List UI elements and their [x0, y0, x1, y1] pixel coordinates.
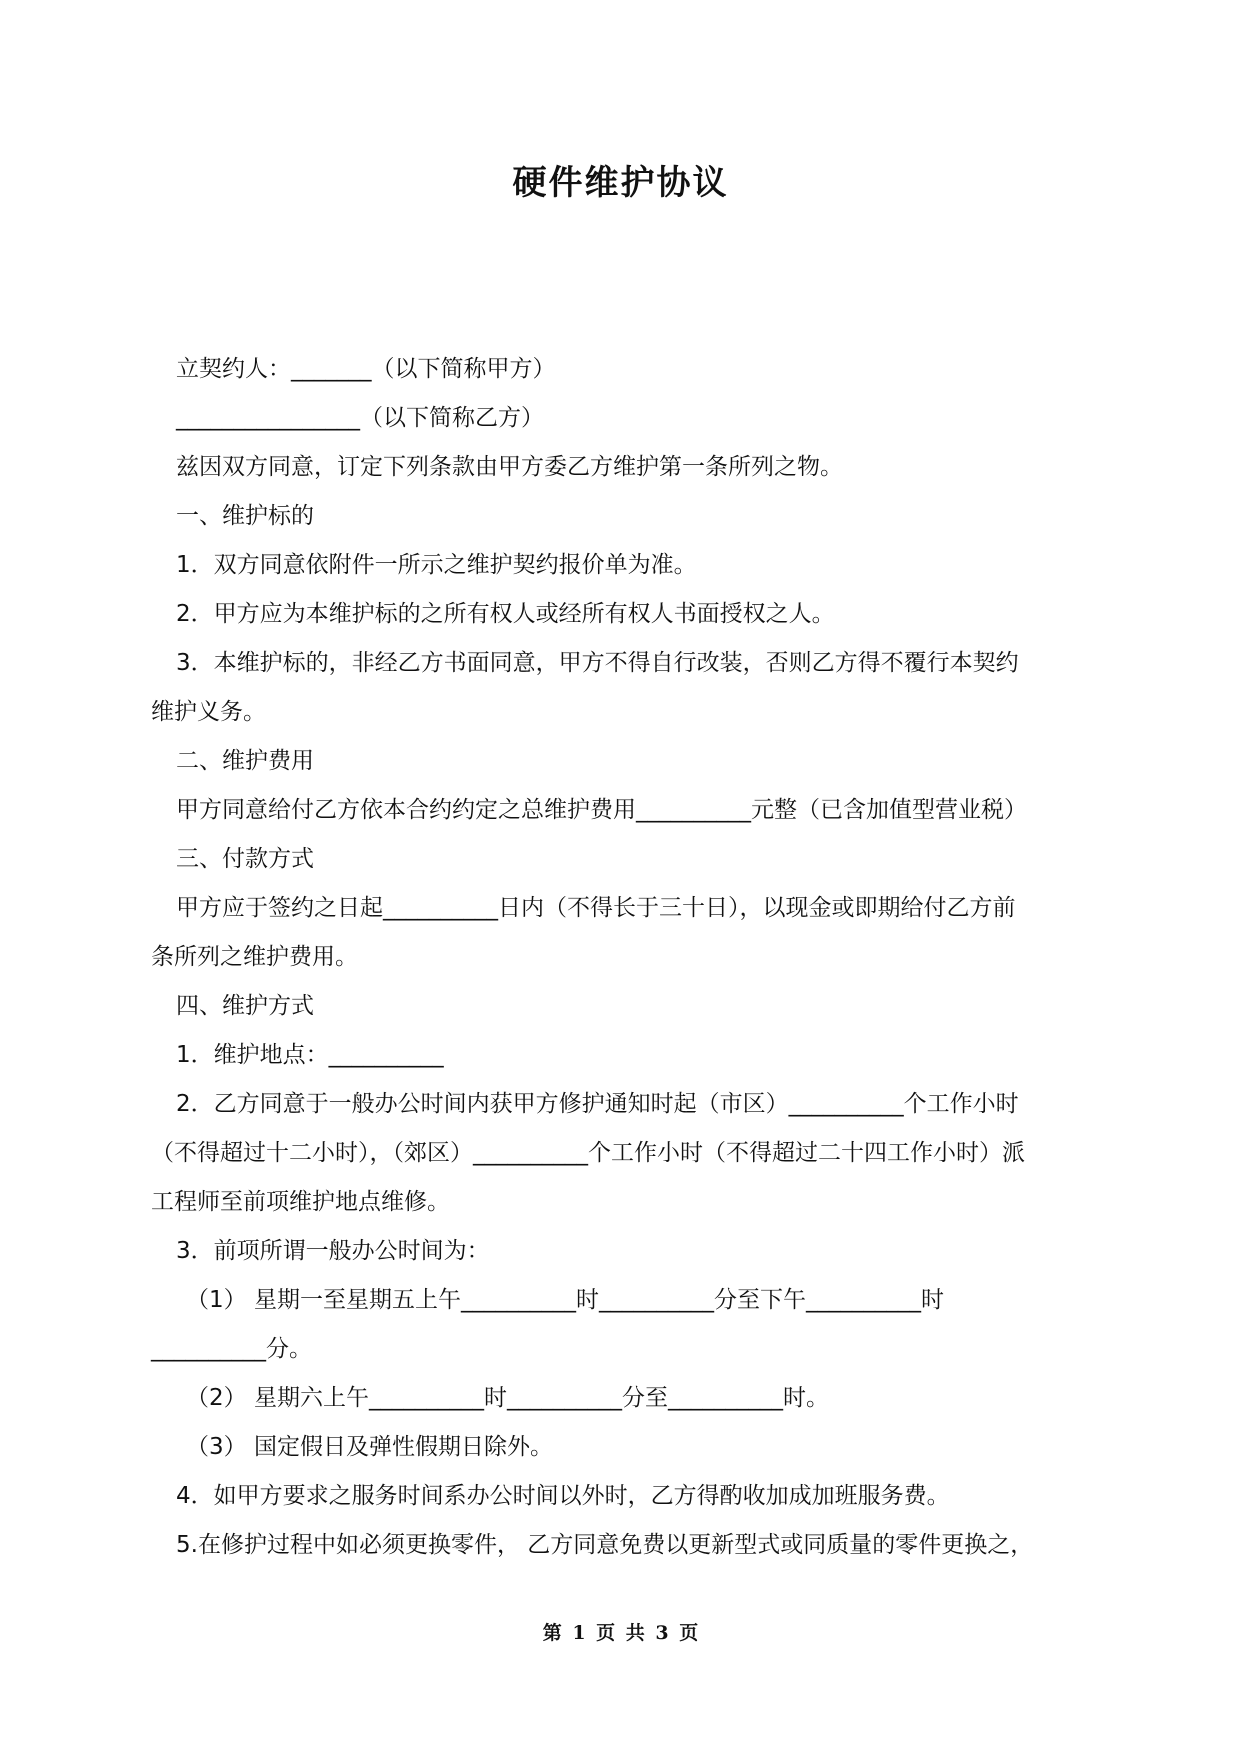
clause-line: 工程师至前项维护地点维修。 — [151, 1189, 450, 1215]
clause-line: 2．乙方同意于一般办公时间内获甲方修护通知时起（市区）__________个工作小时 — [176, 1091, 1019, 1117]
section-heading: 四、维护方式 — [176, 993, 314, 1019]
party-a-line: 立契约人：_______（以下简称甲方） — [176, 356, 556, 382]
document-title: 硬件维护协议 — [512, 163, 729, 203]
preamble: 兹因双方同意，订定下列条款由甲方委乙方维护第一条所列之物。 — [176, 454, 843, 480]
clause-line: 2．甲方应为本维护标的之所有权人或经所有权人书面授权之人。 — [176, 601, 835, 627]
clause-line: 3．本维护标的，非经乙方书面同意，甲方不得自行改装，否则乙方得不覆行本契约 — [176, 650, 1019, 676]
party-b-line: ________________（以下简称乙方） — [176, 405, 544, 431]
clause-line: 3．前项所谓一般办公时间为： — [176, 1238, 490, 1264]
sub-clause-line: （2） 星期六上午__________时__________分至__________时。 — [186, 1385, 829, 1411]
clause-line: 甲方同意给付乙方依本合约约定之总维护费用__________元整（已含加值型营业税） — [176, 797, 1027, 823]
clause-line: 维护义务。 — [151, 699, 266, 725]
document-body — [151, 345, 1101, 1570]
sub-clause-line: （1） 星期一至星期五上午__________时__________分至下午__________时 — [186, 1287, 944, 1313]
sub-clause-line: __________分。 — [151, 1336, 312, 1362]
clause-line: 4．如甲方要求之服务时间系办公时间以外时，乙方得酌收加成加班服务费。 — [176, 1483, 950, 1509]
section-heading: 三、付款方式 — [176, 846, 314, 872]
clause-line: 甲方应于签约之日起__________日内（不得长于三十日），以现金或即期给付乙方前 — [176, 895, 1016, 921]
clause-line: 5.在修护过程中如必须更换零件， 乙方同意免费以更新型式或同质量的零件更换之， — [176, 1532, 1034, 1558]
clause-line: 1．维护地点：__________ — [176, 1042, 444, 1068]
section-heading: 二、维护费用 — [176, 748, 314, 774]
clause-line: 条所列之维护费用。 — [151, 944, 358, 970]
page-number: 第 1 页 共 3 页 — [542, 1622, 699, 1644]
sub-clause-line: （3） 国定假日及弹性假期日除外。 — [186, 1434, 553, 1460]
section-heading: 一、维护标的 — [176, 503, 314, 529]
clause-line: （不得超过十二小时），（郊区）__________个工作小时（不得超过二十四工作小时）派 — [151, 1140, 1025, 1166]
clause-line: 1．双方同意依附件一所示之维护契约报价单为准。 — [176, 552, 697, 578]
